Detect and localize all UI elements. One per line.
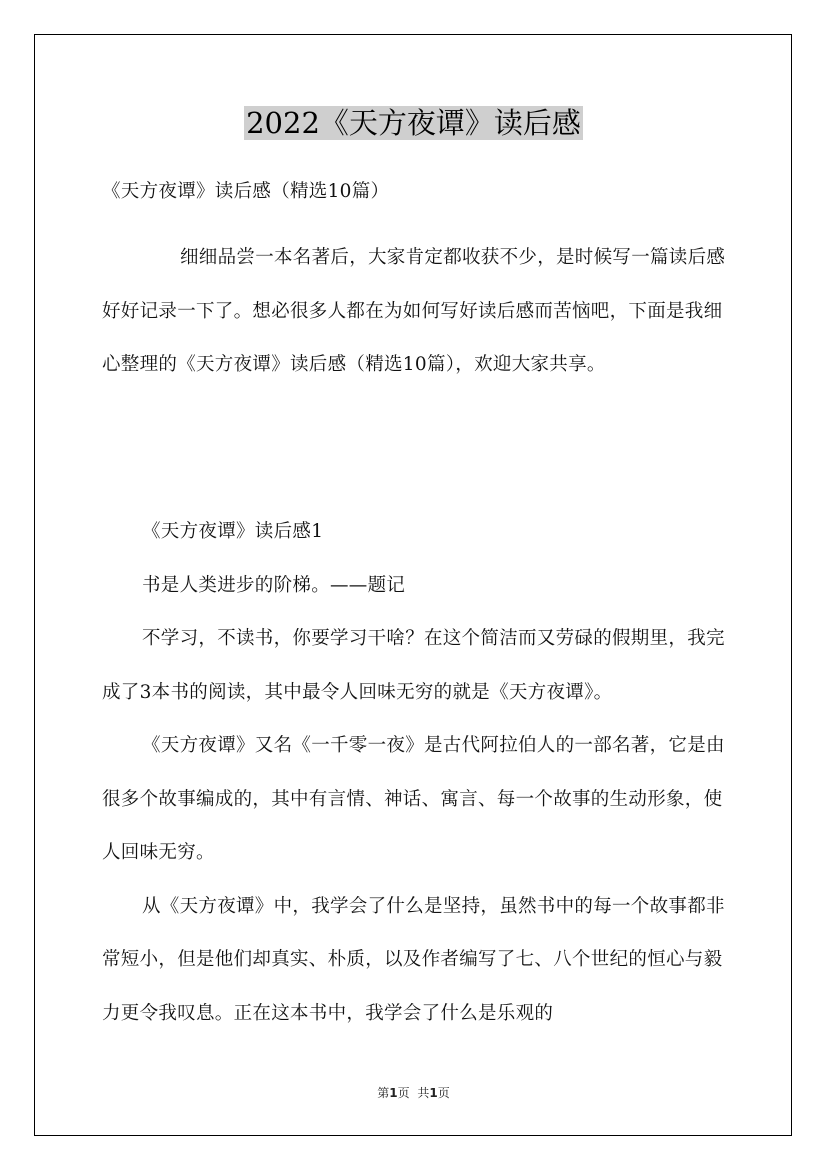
document-title-container (0, 101, 827, 145)
document-subtitle: 《天方夜谭》读后感（精选10篇） (102, 181, 390, 202)
section-heading: 《天方夜谭》读后感1 (142, 521, 324, 542)
paragraph-2: 《天方夜谭》又名《一千零一夜》是古代阿拉伯人的一部名著，它是由很多个故事编成的，其中有言情、神话、寓言、每一个故事的生动形象，使人回味无穷。 (102, 735, 725, 863)
intro-paragraph: 细细品尝一本名著后，大家肯定都收获不少，是时候写一篇读后感好好记录一下了。想必很多人都在为如何写好读后感而苦恼吧，下面是我细心整理的《天方夜谭》读后感（精选10篇），欢迎大家共享。 (102, 247, 726, 375)
paragraph-epigraph: 书是人类进步的阶梯。——题记 (142, 574, 406, 596)
total-pages: 1 (429, 1086, 438, 1100)
paragraph-1: 不学习，不读书，你要学习干啥？在这个简洁而又劳碌的假期里，我完成了3本书的阅读，其中最令人回味无穷的就是《天方夜谭》。 (102, 628, 725, 703)
paragraph-3: 从《天方夜谭》中，我学会了什么是坚持，虽然书中的每一个故事都非常短小，但是他们却真实、朴质，以及作者编写了七、八个世纪的恒心与毅力更令我叹息。正在这本书中，我学会了什么是乐观的 (102, 895, 725, 1024)
page-prefix: 第 (377, 1086, 390, 1100)
document-title: 2022《天方夜谭》读后感 (246, 106, 581, 140)
total-suffix: 页 (437, 1086, 450, 1100)
essay-section (102, 505, 732, 1040)
total-prefix: 共 (417, 1086, 430, 1100)
page-number: 1 (389, 1086, 398, 1100)
page-suffix: 页 (397, 1086, 410, 1100)
page-footer (0, 1084, 827, 1102)
